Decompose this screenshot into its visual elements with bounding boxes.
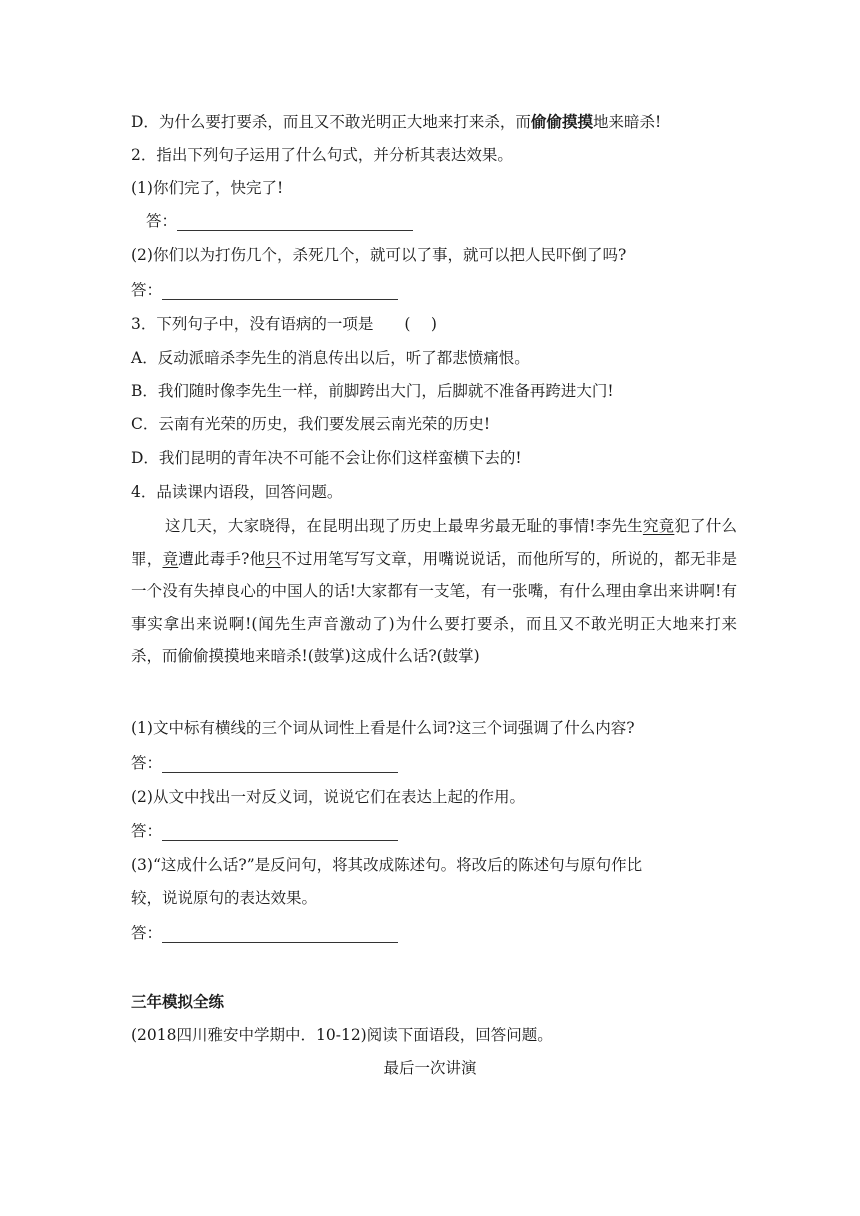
q4-answer-1 (131, 753, 398, 773)
q1-option-d-suffix: 地来暗杀! (592, 113, 662, 131)
answer-blank[interactable] (177, 216, 413, 231)
section-title: 三年模拟全练 (131, 993, 225, 1011)
answer-label: 答： (131, 924, 163, 942)
underlined-word-3: 只 (265, 549, 282, 568)
underlined-word-2: 竟 (162, 549, 179, 568)
q4-stem: 4．品读课内语段，回答问题。 (131, 483, 343, 501)
answer-label: 答： (131, 754, 163, 772)
q2-stem: 2．指出下列句子运用了什么句式，并分析其表达效果。 (131, 146, 513, 164)
passage-title: 最后一次讲演 (383, 1059, 477, 1077)
section-source: (2018四川雅安中学期中．10-12)阅读下面语段，回答问题。 (131, 1026, 553, 1044)
q4-sub-question-3: (3)“这成什么话?”是反问句，将其改成陈述句。将改后的陈述句与原句作比 (131, 856, 643, 874)
q3-option-a: A．反动派暗杀李先生的消息传出以后，听了都悲愤痛恨。 (131, 349, 530, 367)
q2-sentence-2: (2)你们以为打伤几个，杀死几个，就可以了事，就可以把人民吓倒了吗? (131, 246, 627, 264)
q4-answer-2 (131, 821, 398, 841)
q4-passage: 这几天，大家晓得，在昆明出现了历史上最卑劣最无耻的事情!李先生究竟犯了什么罪，竟遭此毒手?他只不过用笔写写文章，用嘴说说话，而他所写的，所说的，都无非是一个没有失掉良心的中国人的话!大家都有一支笔，有一张嘴，有什么理由拿出来讲啊!有事实拿出来说啊!(闻先生声音激动了)为什么要打要杀，而且又不敢光明正大地来打来杀，而偷偷摸摸地来暗杀!(鼓掌)这成什么话?(鼓掌) (131, 517, 737, 666)
q4-answer-3 (131, 923, 398, 943)
q4-sub-question-3-cont: 较，说说原句的表达效果。 (131, 889, 318, 907)
answer-blank[interactable] (162, 758, 398, 773)
q2-answer-2 (131, 280, 398, 300)
q4-sub-question-1: (1)文中标有横线的三个词从词性上看是什么词?这三个词强调了什么内容? (131, 719, 635, 737)
answer-label: 答： (131, 281, 163, 299)
q4-sub-question-2: (2)从文中找出一对反义词，说说它们在表达上起的作用。 (131, 788, 525, 806)
q2-sentence-1: (1)你们完了，快完了! (131, 179, 284, 197)
answer-label: 答： (146, 212, 178, 230)
answer-blank[interactable] (162, 928, 398, 943)
q1-option-d (131, 112, 661, 132)
underlined-word-1: 究竟 (642, 517, 675, 535)
q1-option-d-text: D．为什么要打要杀，而且又不敢光明正大地来打来杀，而 (131, 113, 531, 131)
answer-blank[interactable] (162, 826, 398, 841)
answer-label: 答： (131, 822, 163, 840)
q3-option-b: B．我们随时像李先生一样，前脚跨出大门，后脚就不准备再跨进大门! (131, 382, 614, 400)
q3-stem: 3．下列句子中，没有语病的一项是 ( ) (131, 315, 437, 333)
q3-option-c: C．云南有光荣的历史，我们要发展云南光荣的历史! (131, 415, 491, 433)
q3-option-d: D．我们昆明的青年决不可能不会让你们这样蛮横下去的! (131, 449, 522, 467)
answer-blank[interactable] (162, 285, 398, 300)
q2-answer-1 (146, 211, 413, 231)
q1-option-d-bold: 偷偷摸摸 (530, 112, 593, 131)
